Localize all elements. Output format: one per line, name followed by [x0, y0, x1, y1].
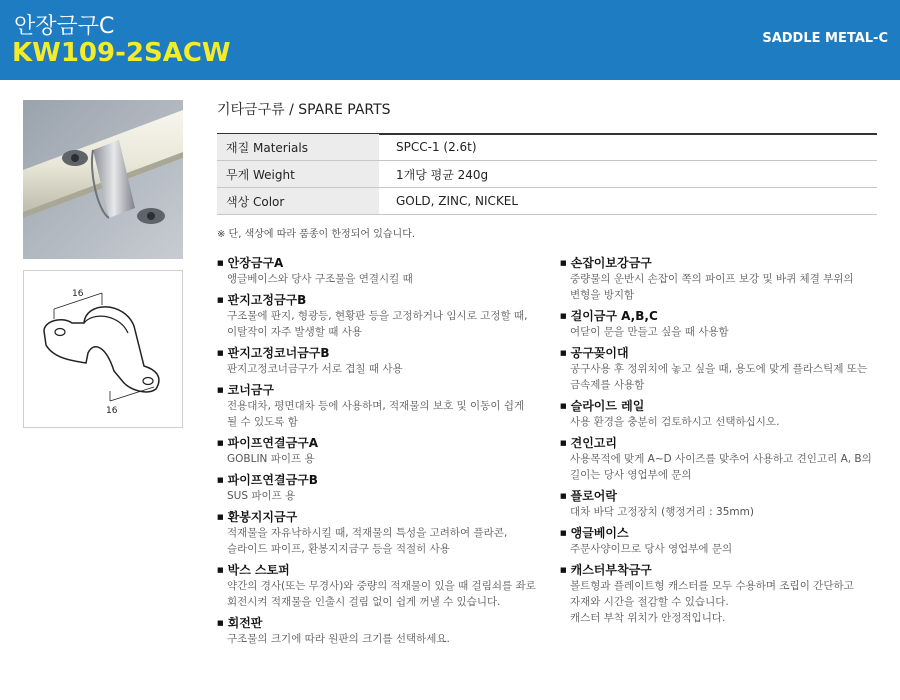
color-note: ※ 단, 색상에 따라 품종이 한정되어 있습니다.	[217, 229, 416, 240]
spec-row	[217, 134, 877, 161]
part-name: ■ 플로어락	[560, 488, 890, 504]
part-item	[217, 292, 537, 340]
spec-value: 1개당 평균 240g	[379, 161, 877, 188]
part-name: ■ 슬라이드 레일	[560, 398, 890, 414]
part-item	[560, 562, 890, 626]
spec-value: GOLD, ZINC, NICKEL	[379, 188, 877, 215]
part-name: ■ 앵글베이스	[560, 525, 890, 541]
spec-label: 색상 Color	[217, 188, 379, 215]
part-name: ■ 견인고리	[560, 435, 890, 451]
part-description: 대차 바닥 고정장치 (행정거리 : 35mm)	[570, 506, 754, 518]
product-title: 안장금구C	[14, 14, 115, 39]
technical-drawing	[23, 270, 183, 428]
part-item	[560, 525, 890, 557]
part-description: 전용대차, 평면대차 등에 사용하며, 적재물의 보호 및 이동이 쉽게	[227, 400, 525, 412]
part-description: 캐스터 부착 위치가 안정적입니다.	[570, 612, 726, 624]
part-name: ■ 판지고정금구B	[217, 292, 537, 308]
part-name: ■ 회전판	[217, 615, 537, 631]
part-description: GOBLIN 파이프 용	[227, 453, 315, 465]
spec-row	[217, 161, 877, 188]
parts-list-right	[560, 255, 890, 631]
part-description: 회전시켜 적재물을 인출시 걸림 없이 쉽게 꺼낼 수 있습니다.	[227, 596, 501, 608]
part-description: 슬라이드 파이프, 환봉지지금구 등을 적절히 사용	[227, 543, 450, 555]
part-name: ■ 안장금구A	[217, 255, 537, 271]
part-item	[560, 488, 890, 520]
part-item	[217, 472, 537, 504]
part-description: 약간의 경사(또는 무경사)와 중량의 적재물이 있을 때 걸림쇠를 좌로	[227, 580, 536, 592]
part-item	[560, 398, 890, 430]
part-description: 될 수 있도록 함	[227, 416, 298, 428]
part-description: 자재와 시간을 절감할 수 있습니다.	[570, 596, 729, 608]
page-header	[0, 0, 900, 80]
part-description: 이탈작이 자주 발생할 때 사용	[227, 326, 363, 338]
part-description: 적재물을 자유낙하시킬 때, 적재물의 특성을 고려하여 플라콘,	[227, 527, 508, 539]
product-photo	[23, 100, 183, 259]
part-name: ■ 코너금구	[217, 382, 537, 398]
part-description: 사용목적에 맞게 A~D 사이즈를 맞추어 사용하고 견인고리 A, B의	[570, 453, 872, 465]
part-item	[217, 562, 537, 610]
part-name: ■ 환봉지지금구	[217, 509, 537, 525]
part-name: ■ 공구꽂이대	[560, 345, 890, 361]
dimension-bottom: 16	[106, 406, 118, 416]
part-description: 변형을 방지함	[570, 289, 635, 301]
part-item	[560, 255, 890, 303]
part-item	[217, 509, 537, 557]
part-item	[217, 255, 537, 287]
part-name: ■ 판지고정코너금구B	[217, 345, 537, 361]
part-item	[560, 345, 890, 393]
part-name: ■ 파이프연결금구A	[217, 435, 537, 451]
part-description: 판지고정코너금구가 서로 겹칠 때 사용	[227, 363, 403, 375]
part-description: 볼트형과 플레이트형 캐스터를 모두 수용하며 조립이 간단하고	[570, 580, 854, 592]
spec-value: SPCC-1 (2.6t)	[379, 134, 877, 161]
part-description: 여닫이 문을 만들고 싶을 때 사용함	[570, 326, 729, 338]
part-description: 중량물의 운반시 손잡이 쪽의 파이프 보강 및 바퀴 체결 부위의	[570, 273, 854, 285]
part-item	[560, 308, 890, 340]
part-description: 사용 환경을 충분히 검토하시고 선택하십시오.	[570, 416, 780, 428]
part-description: 구조물의 크기에 따라 원판의 크기를 선택하세요.	[227, 633, 450, 645]
part-item	[217, 382, 537, 430]
part-name: ■ 파이프연결금구B	[217, 472, 537, 488]
spec-label: 무게 Weight	[217, 161, 379, 188]
part-name: ■ 박스 스토퍼	[217, 562, 537, 578]
part-item	[217, 615, 537, 647]
part-description: 구조물에 판지, 형광등, 현황판 등을 고정하거나 임시로 고정할 때,	[227, 310, 528, 322]
part-name: ■ 캐스터부착금구	[560, 562, 890, 578]
parts-list-left	[217, 255, 537, 652]
part-description: 주문사양이므로 당사 영업부에 문의	[570, 543, 733, 555]
part-description: 앵글베이스와 당사 구조물을 연결시킬 때	[227, 273, 413, 285]
part-description: SUS 파이프 용	[227, 490, 296, 502]
part-item	[560, 435, 890, 483]
spec-table	[217, 134, 877, 215]
part-item	[217, 345, 537, 377]
section-title: 기타금구류 / SPARE PARTS	[217, 102, 391, 118]
part-name: ■ 걸이금구 A,B,C	[560, 308, 890, 324]
part-description: 금속제를 사용함	[570, 379, 645, 391]
part-name: ■ 손잡이보강금구	[560, 255, 890, 271]
part-description: 길이는 당사 영업부에 문의	[570, 469, 692, 481]
spec-row	[217, 188, 877, 215]
product-english-name: SADDLE METAL-C	[762, 31, 888, 46]
spec-label: 재질 Materials	[217, 134, 379, 161]
product-code: KW109-2SACW	[12, 38, 231, 68]
part-description: 공구사용 후 정위치에 놓고 싶을 때, 용도에 맞게 플라스틱제 또는	[570, 363, 868, 375]
part-item	[217, 435, 537, 467]
dimension-top: 16	[72, 289, 84, 299]
